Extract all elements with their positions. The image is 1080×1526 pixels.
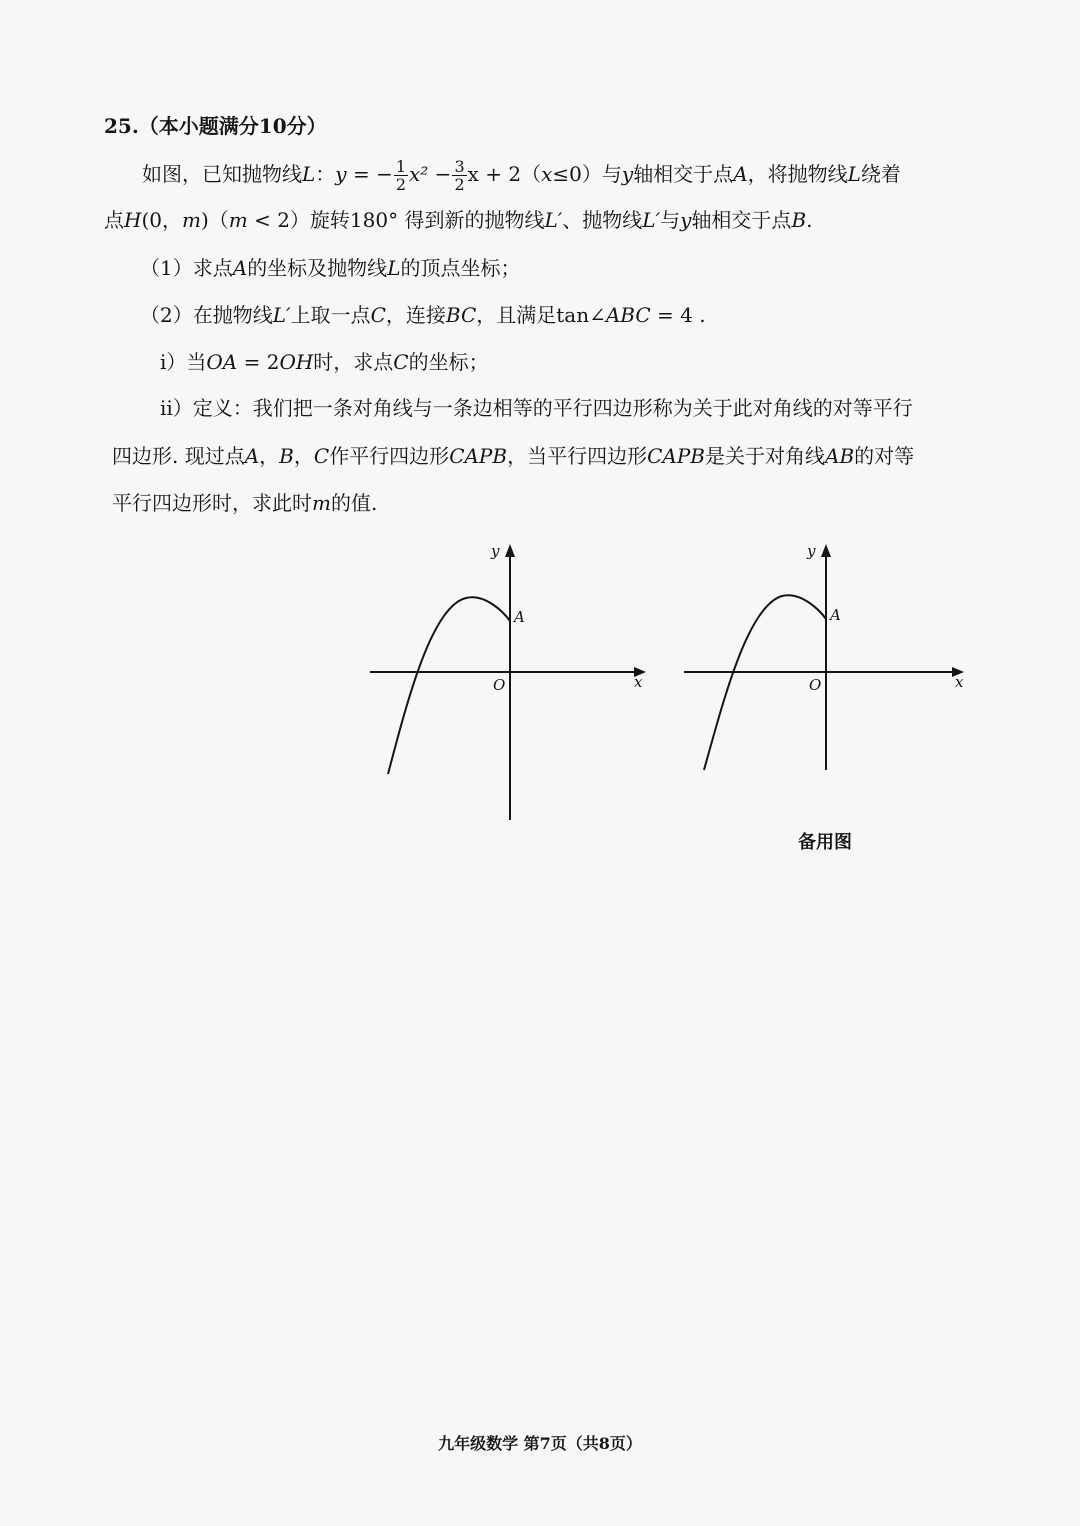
y-axis-label: y (807, 542, 816, 560)
denominator: 2 (454, 175, 465, 194)
text: ： (315, 162, 336, 186)
text: 的坐标及抛物线 (247, 256, 388, 280)
text: )（ (200, 208, 229, 232)
text: ，当平行四边形 (507, 444, 648, 468)
sub-question-ii-line-2 (112, 440, 914, 469)
var-m: m (228, 208, 248, 232)
var-CAPB: CAPB (449, 444, 508, 468)
text: 四边形. 现过点 (112, 444, 245, 468)
origin-label: O (493, 676, 506, 694)
text: 与 (660, 208, 681, 232)
denominator: 2 (395, 175, 407, 194)
text: 如图，已知抛物线 (142, 162, 302, 186)
text: 平行四边形时，求此时 (112, 491, 312, 515)
var-OA: OA (206, 350, 238, 374)
text: = − (346, 162, 393, 186)
text: （2）在抛物线 (140, 303, 273, 327)
numerator: 1 (395, 157, 407, 176)
var-OH: OH (279, 350, 314, 374)
text: 的顶点坐标； (400, 256, 521, 280)
var-A: A (232, 256, 248, 280)
y-axis-arrow (821, 544, 831, 557)
var-L: L (302, 162, 316, 186)
var-ABC: ABC (605, 303, 651, 327)
y-axis-arrow (505, 544, 515, 557)
var-y: y (621, 162, 634, 186)
page-footer: 九年级数学 第7页（共8页） (438, 1434, 642, 1453)
var-y: y (335, 162, 347, 186)
text: x + 2（ (467, 162, 542, 186)
text: ，将抛物线 (747, 162, 848, 186)
text: < 2）旋转180° 得到新的抛物线 (247, 208, 545, 232)
point-a-label: A (830, 606, 841, 624)
var-C: C (370, 303, 386, 327)
text: 上取一点 (290, 303, 371, 327)
problem-intro-line-2 (104, 204, 813, 233)
text: （1）求点 (140, 256, 233, 280)
text: 的值. (330, 491, 378, 515)
text: x² − (409, 162, 452, 186)
var-x: x (541, 162, 553, 186)
var-A: A (733, 162, 748, 186)
var-B: B (279, 444, 294, 468)
text: 时，求点 (313, 350, 394, 374)
text: 点 (104, 208, 124, 232)
y-axis-label: y (491, 542, 500, 560)
var-C: C (393, 350, 409, 374)
var-H: H (124, 208, 142, 232)
text: 的对等 (854, 444, 915, 468)
parabola-curve (704, 595, 826, 770)
text: 、抛物线 (562, 208, 643, 232)
figure-caption-backup: 备用图 (798, 832, 852, 853)
text: ，连接 (385, 303, 446, 327)
var-m: m (312, 491, 331, 515)
var-m: m (181, 208, 201, 232)
parabola-curve (388, 597, 510, 774)
problem-intro-line-1 (142, 152, 901, 196)
text: 轴相交于点 (633, 162, 734, 186)
var-y: y (680, 208, 692, 232)
x-axis-label: x (955, 673, 964, 691)
var-A: A (244, 444, 260, 468)
var-L-prime: L′ (642, 208, 661, 232)
part-1 (140, 252, 520, 281)
var-CAPB: CAPB (647, 444, 705, 468)
numerator: 3 (454, 157, 465, 176)
text: 轴相交于点 (691, 208, 792, 232)
text: ⅰ）当 (160, 350, 207, 374)
text: ， (259, 444, 280, 468)
problem-header: 25.（本小题满分10分） (104, 114, 327, 138)
text: ≤0）与 (552, 162, 622, 186)
text: = 2 (237, 350, 280, 374)
var-L-prime: L′ (272, 303, 291, 327)
text: ，且满足tan∠ (476, 303, 606, 327)
point-a-label: A (514, 608, 525, 626)
sub-question-i (160, 346, 489, 375)
x-axis-label: x (634, 673, 643, 691)
text: . (806, 208, 813, 232)
text: 的坐标； (408, 350, 489, 374)
var-BC: BC (445, 303, 477, 327)
var-L: L (387, 256, 401, 280)
var-L: L (847, 162, 861, 186)
fraction-three-half (452, 158, 466, 193)
var-L-prime: L′ (544, 208, 563, 232)
fraction-one-half (394, 158, 408, 193)
part-2 (140, 299, 706, 328)
text: (0， (141, 208, 182, 232)
text: ， (293, 444, 314, 468)
text: 作平行四边形 (329, 444, 450, 468)
sub-question-ii-line-1: ⅱ）定义：我们把一条对角线与一条边相等的平行四边形称为关于此对角线的对等平行 (160, 396, 913, 420)
text: 绕着 (860, 162, 901, 186)
origin-label: O (809, 676, 822, 694)
var-AB: AB (825, 444, 855, 468)
text: 是关于对角线 (705, 444, 825, 468)
figure-parabola-1 (360, 530, 660, 830)
var-C: C (313, 444, 330, 468)
text: = 4 . (650, 303, 706, 327)
sub-question-ii-line-3 (112, 487, 377, 516)
var-B: B (791, 208, 807, 232)
figure-parabola-2 (676, 530, 976, 780)
